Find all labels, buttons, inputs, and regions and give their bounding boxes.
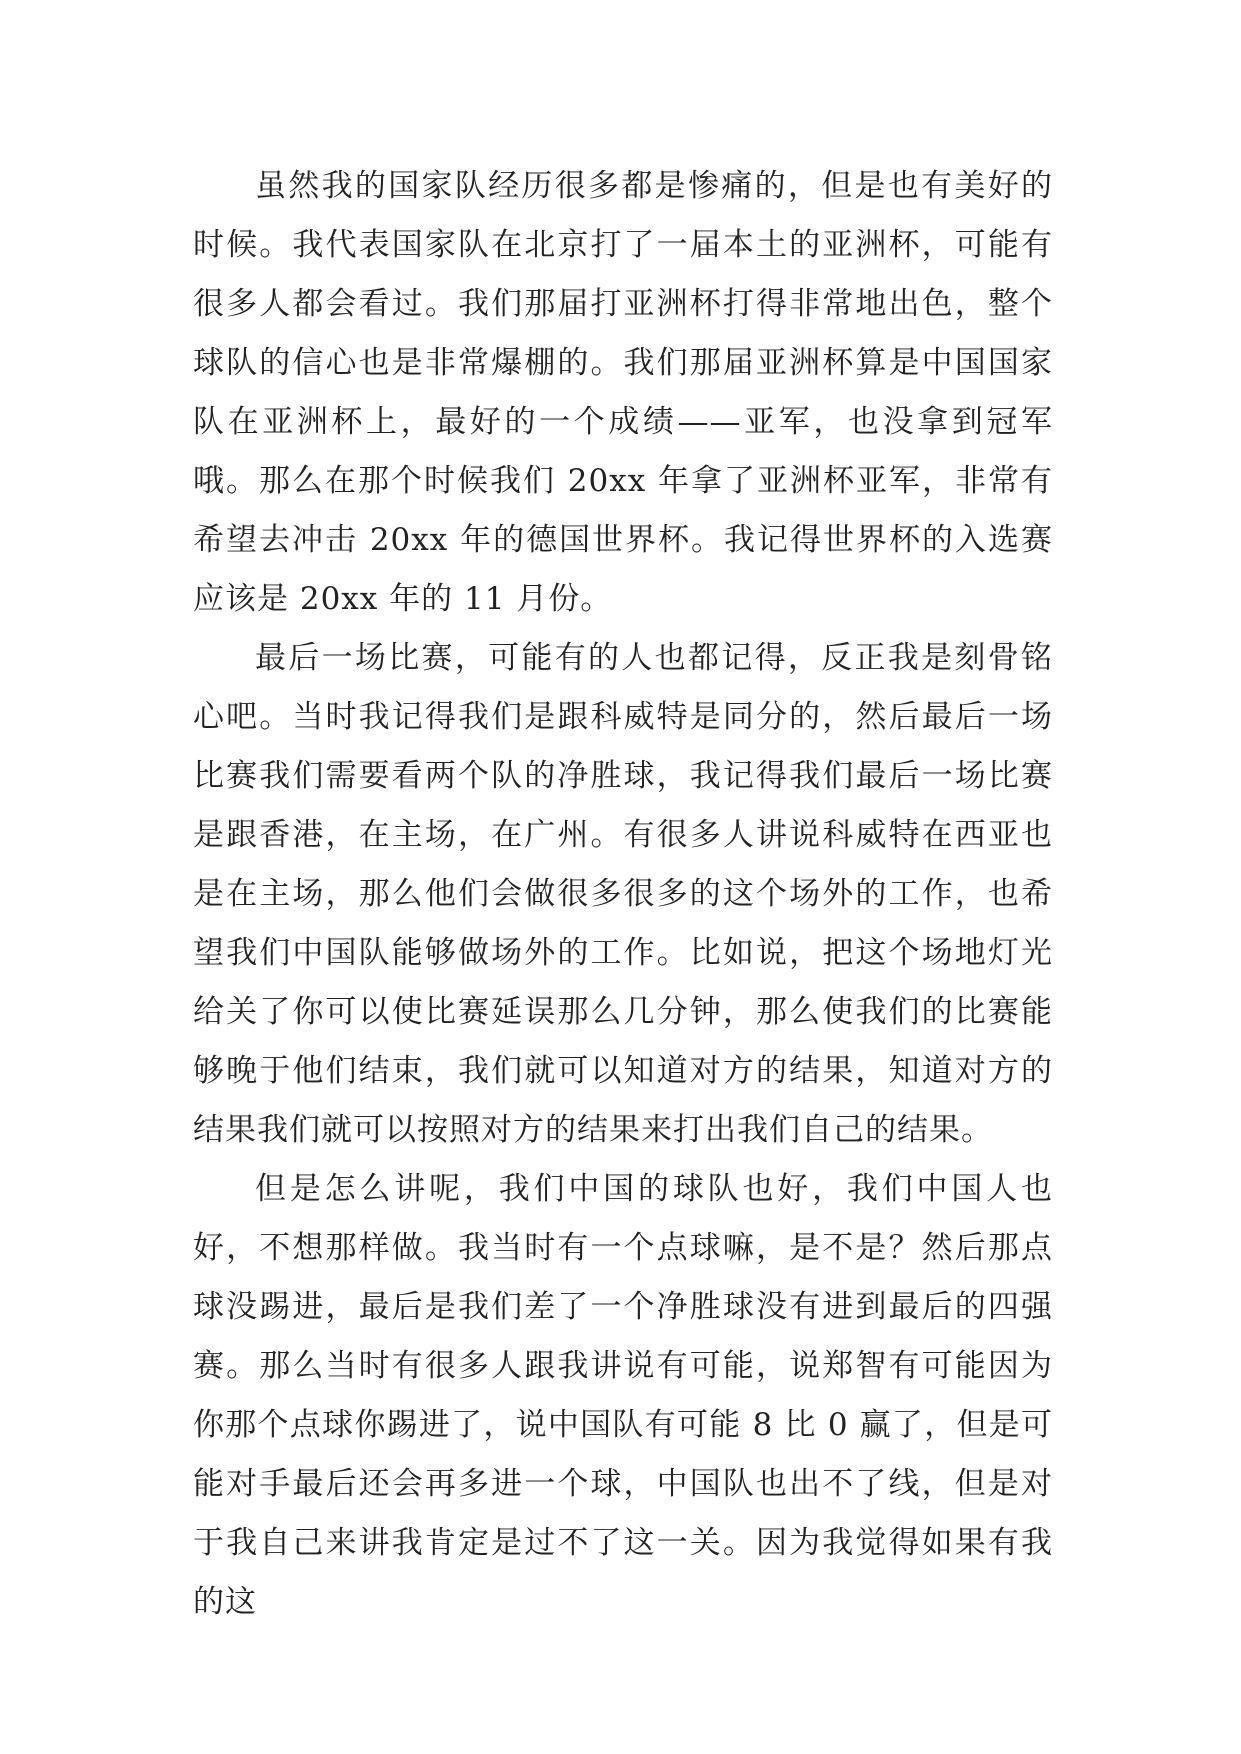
body-text — [193, 157, 1053, 1632]
paragraph-1: 虽然我的国家队经历很多都是惨痛的，但是也有美好的时候。我代表国家队在北京打了一届本土的亚洲杯，可能有很多人都会看过。我们那届打亚洲杯打得非常地出色，整个球队的信心也是非常爆棚的。我们那届亚洲杯算是中国国家队在亚洲杯上，最好的一个成绩——亚军，也没拿到冠军哦。那么在那个时候我们 20xx 年拿了亚洲杯亚军，非常有希望去冲击 20xx 年的德国世界杯。我记得世界杯的入选赛应该是 20xx 年的 11 月份。 — [193, 168, 1053, 617]
paragraph-3: 但是怎么讲呢，我们中国的球队也好，我们中国人也好，不想那样做。我当时有一个点球嘛，是不是？然后那点球没踢进，最后是我们差了一个净胜球没有进到最后的四强赛。那么当时有很多人跟我讲说有可能，说郑智有可能因为你那个点球你踢进了，说中国队有可能 8 比 0 赢了，但是可能对手最后还会再多进一个球，中国队也出不了线，但是对于我自己来讲我肯定是过不了这一关。因为我觉得如果有我的这 — [193, 1171, 1053, 1620]
paragraph-2: 最后一场比赛，可能有的人也都记得，反正我是刻骨铭心吧。当时我记得我们是跟科威特是同分的，然后最后一场比赛我们需要看两个队的净胜球，我记得我们最后一场比赛是跟香港，在主场，在广州。有很多人讲说科威特在西亚也是在主场，那么他们会做很多很多的这个场外的工作，也希望我们中国队能够做场外的工作。比如说，把这个场地灯光给关了你可以使比赛延误那么几分钟，那么使我们的比赛能够晚于他们结束，我们就可以知道对方的结果，知道对方的结果我们就可以按照对方的结果来打出我们自己的结果。 — [193, 640, 1053, 1148]
